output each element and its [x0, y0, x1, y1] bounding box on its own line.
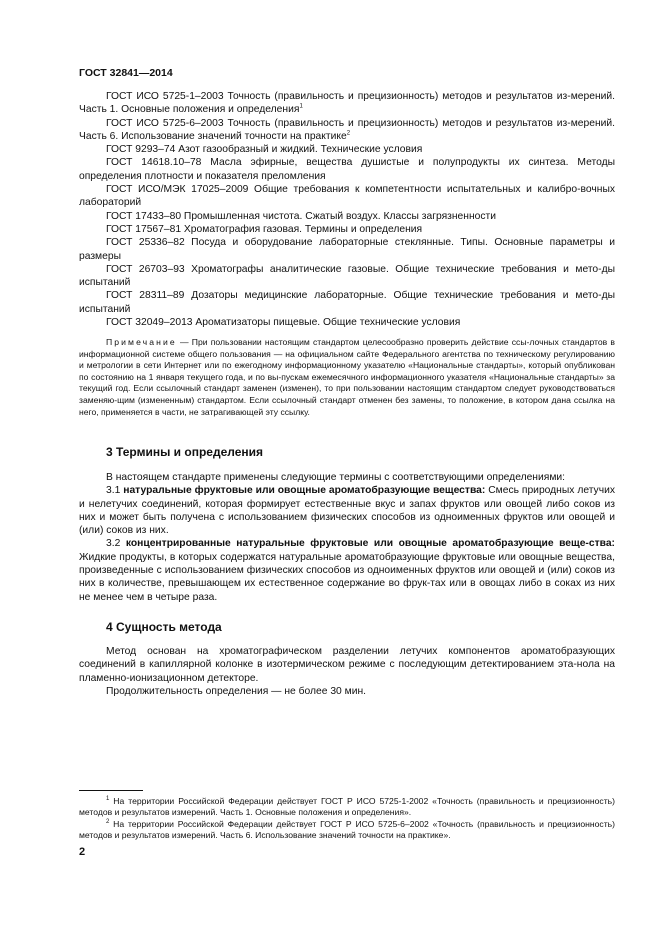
section-3-intro: В настоящем стандарте применены следующие термины с соответствующими определениями:: [106, 472, 566, 483]
footnote: $^2$ На территории Российской Федерации действует ГОСТ Р ИСО 5725-6–2002 «Точность (правильность и прецизионность) методов и результатов измерений. Часть 6. Использование значений точности на практике».: [79, 818, 615, 841]
section-3-title: 3 Термины и определения: [106, 445, 264, 459]
term-name: натуральные фруктовые или овощные ароматобразующие вещества:: [123, 485, 486, 497]
reference-item: ГОСТ 17567–81 Хроматография газовая. Термины и определения: [106, 223, 423, 235]
paragraph: Продолжительность определения — не более 30 мин.: [106, 685, 367, 697]
document-header: ГОСТ 32841—2014: [79, 67, 173, 79]
footnote: $^1$ На территории Российской Федерации действует ГОСТ Р ИСО 5725-1-2002 «Точность (правильность и прецизионность) методов и результатов измерений. Часть 1. Основные положения и определения».: [79, 796, 615, 818]
footnote-separator: [79, 790, 143, 791]
footnote-mark: 2: [106, 818, 110, 825]
footnotes: [79, 796, 615, 842]
footnote-mark: 2: [346, 130, 351, 137]
term-definition: 3.1 натуральные фруктовые или овощные ароматобразующие вещества: Смесь природных летучих и нелетучих соединений, которая формирует естественные вкус и запах фруктов или овощей либо соков из них и может быть получена с использованием физических способов из одноименных фруктов или овощей и (или) соков из них.: [79, 485, 615, 537]
section-4-body: [79, 645, 615, 698]
term-name: концентрированные натуральные фруктовые или овощные ароматобразующие веще-ства:: [125, 538, 615, 550]
reference-item: ГОСТ 26703–93 Хроматографы аналитические газовые. Общие технические требования и мето-ды испытаний: [79, 263, 615, 289]
reference-item: ГОСТ 14618.10–78 Масла эфирные, вещества душистые и полупродукты их синтеза. Методы определения плотности и показателя преломления: [79, 157, 615, 182]
reference-item: ГОСТ 25336–82 Посуда и оборудование лабораторные стеклянные. Типы. Основные параметры и размеры: [79, 237, 615, 262]
reference-item: ГОСТ 28311–89 Дозаторы медицинские лабораторные. Общие технические требования и мето-ды испытаний: [79, 290, 615, 315]
reference-item: ГОСТ ИСО/МЭК 17025–2009 Общие требования к компетентности испытательных и калибро-вочных лабораторий: [79, 184, 615, 209]
section-4-title: 4 Сущность метода: [106, 620, 222, 634]
normative-references: [79, 90, 615, 329]
footnote-mark: 1: [299, 103, 303, 110]
note-text: — При пользовании настоящим стандартом целесообразно проверить действие ссы-лочных стандартов в информационной системе общего пользования — на официальном сайте Федерального агентства по техническому регулированию и метрологии в сети Интернет или по ежегодному информационному указателю «Национальные стандарты», который опубликован по состоянию на 1 января текущего года, и по вы-пускам ежемесячного информационного указателя «Национальные стандарты» за текущий год. Если ссылочный стандарт заменен (изменен), то при пользовании настоящим стандартом следует руководствоваться заменяю-щим (измененным) стандартом. Если ссылочный стандарт отменен без замены, то положение, в котором дана ссылка на него, применяется в части, не затрагивающей эту ссылку.: [79, 337, 615, 417]
footnote-mark: 1: [106, 796, 110, 803]
reference-item: ГОСТ 32049–2013 Ароматизаторы пищевые. Общие технические условия: [106, 317, 461, 329]
reference-item: ГОСТ ИСО 5725-6–2003 Точность (правильность и прецизионность) методов и результатов из-мерений. Часть 6. Использование значений точности на практике$^2$: [79, 117, 615, 142]
reference-item: ГОСТ 17433–80 Промышленная чистота. Сжатый воздух. Классы загрязненности: [106, 210, 497, 222]
note-paragraph: [79, 337, 615, 418]
page-number: 2: [79, 846, 86, 858]
reference-item: ГОСТ ИСО 5725-1–2003 Точность (правильность и прецизионность) методов и результатов из-мерений. Часть 1. Основные положения и определения$^1$: [79, 91, 615, 116]
reference-item: ГОСТ 9293–74 Азот газообразный и жидкий. Технические условия: [106, 144, 423, 156]
paragraph: Метод основан на хроматографическом разделении летучих компонентов ароматобразующих соединений в капиллярной колонке в изотермическом режиме с последующим детектированием эта-нола на пламенно-ионизационном детекторе.: [79, 646, 615, 684]
note-label: Примечание: [106, 337, 177, 347]
section-3-body: [79, 471, 615, 604]
term-definition: 3.2 концентрированные натуральные фруктовые или овощные ароматобразующие веще-ства: Жидкие продукты, в которых содержатся натуральные ароматобразующие фруктовые или овощные вещества, произведенные с использованием физических способов из одноименных фруктов или овощей и (или) соков из них в количестве, превышающем их естественное содержание во фрук-тах или в овощах либо в соках из них не менее чем в четыре раза.: [79, 538, 615, 603]
